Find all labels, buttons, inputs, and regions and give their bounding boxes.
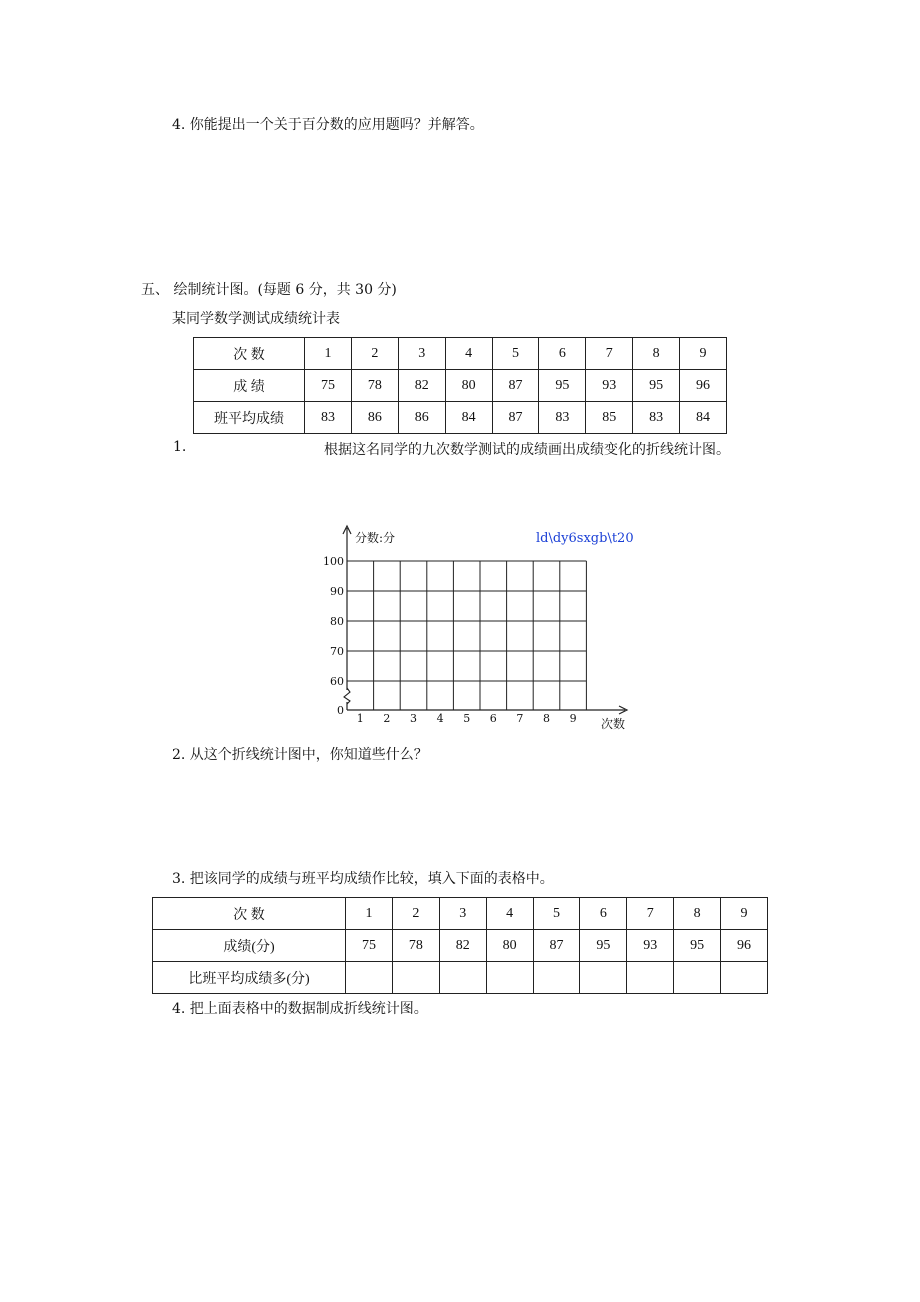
table-cell: 95 bbox=[580, 930, 627, 962]
table-cell: 2 bbox=[392, 898, 439, 930]
row-label: 成 绩 bbox=[194, 370, 305, 402]
comparison-table bbox=[152, 897, 768, 994]
question-3: 3. 把该同学的成绩与班平均成绩作比较，填入下面的表格中。 bbox=[172, 871, 554, 887]
question-4: 4. 把上面表格中的数据制成折线统计图。 bbox=[172, 1001, 428, 1017]
x-tick-label: 7 bbox=[516, 712, 524, 725]
table-cell: 86 bbox=[351, 402, 398, 434]
table-cell: 95 bbox=[633, 370, 680, 402]
blank-cell[interactable] bbox=[439, 962, 486, 994]
table-cell: 85 bbox=[586, 402, 633, 434]
x-tick-labels bbox=[357, 712, 577, 725]
x-axis-label: 次数 bbox=[601, 717, 626, 731]
table-cell: 9 bbox=[721, 898, 768, 930]
y-tick-label: 80 bbox=[330, 615, 344, 628]
row-label: 比班平均成绩多(分) bbox=[153, 962, 346, 994]
y-tick-label: 100 bbox=[323, 555, 344, 568]
y-tick-label: 90 bbox=[330, 585, 344, 598]
row-label: 次 数 bbox=[194, 338, 305, 370]
table-cell: 95 bbox=[674, 930, 721, 962]
table-cell: 93 bbox=[586, 370, 633, 402]
y-tick-label: 60 bbox=[330, 675, 344, 688]
table-cell: 86 bbox=[398, 402, 445, 434]
table-cell: 3 bbox=[439, 898, 486, 930]
table-cell: 80 bbox=[445, 370, 492, 402]
table-row bbox=[194, 370, 727, 402]
table-cell: 82 bbox=[439, 930, 486, 962]
table-cell: 4 bbox=[445, 338, 492, 370]
score-table bbox=[193, 337, 727, 434]
field-code-text: ld\dy6sxgb\t20 bbox=[536, 531, 634, 546]
table-cell: 5 bbox=[492, 338, 539, 370]
table-cell: 8 bbox=[633, 338, 680, 370]
table-cell: 84 bbox=[445, 402, 492, 434]
table-cell: 8 bbox=[674, 898, 721, 930]
table-cell: 83 bbox=[633, 402, 680, 434]
question-2: 2. 从这个折线统计图中，你知道些什么？ bbox=[172, 747, 428, 763]
x-tick-label: 4 bbox=[436, 712, 444, 725]
blank-cell[interactable] bbox=[392, 962, 439, 994]
table-cell: 83 bbox=[305, 402, 352, 434]
table-cell: 1 bbox=[305, 338, 352, 370]
table-row bbox=[153, 962, 768, 994]
x-tick-label: 1 bbox=[356, 712, 364, 725]
x-tick-label: 5 bbox=[463, 712, 471, 725]
blank-cell[interactable] bbox=[533, 962, 580, 994]
table-cell: 87 bbox=[492, 402, 539, 434]
table-cell: 96 bbox=[680, 370, 727, 402]
table-cell: 6 bbox=[539, 338, 586, 370]
table-cell: 93 bbox=[627, 930, 674, 962]
x-tick-label: 8 bbox=[543, 712, 550, 725]
table-cell: 1 bbox=[346, 898, 393, 930]
table-cell: 7 bbox=[586, 338, 633, 370]
table-row bbox=[153, 898, 768, 930]
table-row bbox=[194, 338, 727, 370]
table-title: 某同学数学测试成绩统计表 bbox=[172, 311, 340, 327]
table-cell: 80 bbox=[486, 930, 533, 962]
question-1-number: 1. bbox=[173, 439, 187, 455]
x-tick-label: 3 bbox=[410, 712, 417, 725]
row-label: 次 数 bbox=[153, 898, 346, 930]
table-cell: 96 bbox=[721, 930, 768, 962]
x-tick-label: 6 bbox=[489, 712, 497, 725]
table-cell: 84 bbox=[680, 402, 727, 434]
table-row bbox=[194, 402, 727, 434]
table-cell: 9 bbox=[680, 338, 727, 370]
blank-cell[interactable] bbox=[580, 962, 627, 994]
blank-cell[interactable] bbox=[486, 962, 533, 994]
table-row bbox=[153, 930, 768, 962]
question-1-text: 根据这名同学的九次数学测试的成绩画出成绩变化的折线统计图。 bbox=[324, 442, 730, 458]
y-tick-labels bbox=[323, 555, 344, 717]
table-cell: 95 bbox=[539, 370, 586, 402]
line-chart-grid bbox=[300, 520, 640, 735]
table-cell: 87 bbox=[492, 370, 539, 402]
table-cell: 78 bbox=[351, 370, 398, 402]
table-cell: 83 bbox=[539, 402, 586, 434]
table-cell: 87 bbox=[533, 930, 580, 962]
table-cell: 3 bbox=[398, 338, 445, 370]
table-cell: 75 bbox=[346, 930, 393, 962]
table-cell: 78 bbox=[392, 930, 439, 962]
y-axis-label: 分数:分 bbox=[355, 531, 396, 545]
row-label: 成绩(分) bbox=[153, 930, 346, 962]
row-label: 班平均成绩 bbox=[194, 402, 305, 434]
blank-cell[interactable] bbox=[674, 962, 721, 994]
y-tick-label: 70 bbox=[330, 645, 344, 658]
table-cell: 4 bbox=[486, 898, 533, 930]
table-cell: 5 bbox=[533, 898, 580, 930]
table-cell: 6 bbox=[580, 898, 627, 930]
section-heading: 五、 绘制统计图。(每题 6 分，共 30 分) bbox=[141, 282, 397, 298]
table-cell: 82 bbox=[398, 370, 445, 402]
y-tick-label: 0 bbox=[337, 704, 344, 717]
table-cell: 2 bbox=[351, 338, 398, 370]
blank-cell[interactable] bbox=[721, 962, 768, 994]
table-cell: 75 bbox=[305, 370, 352, 402]
x-tick-label: 2 bbox=[383, 712, 391, 725]
table-cell: 7 bbox=[627, 898, 674, 930]
blank-cell[interactable] bbox=[346, 962, 393, 994]
chart-grid bbox=[347, 561, 586, 710]
x-tick-label: 9 bbox=[569, 712, 577, 725]
chart-axes bbox=[343, 526, 627, 714]
question-4-top: 4. 你能提出一个关于百分数的应用题吗？并解答。 bbox=[172, 117, 484, 133]
blank-cell[interactable] bbox=[627, 962, 674, 994]
